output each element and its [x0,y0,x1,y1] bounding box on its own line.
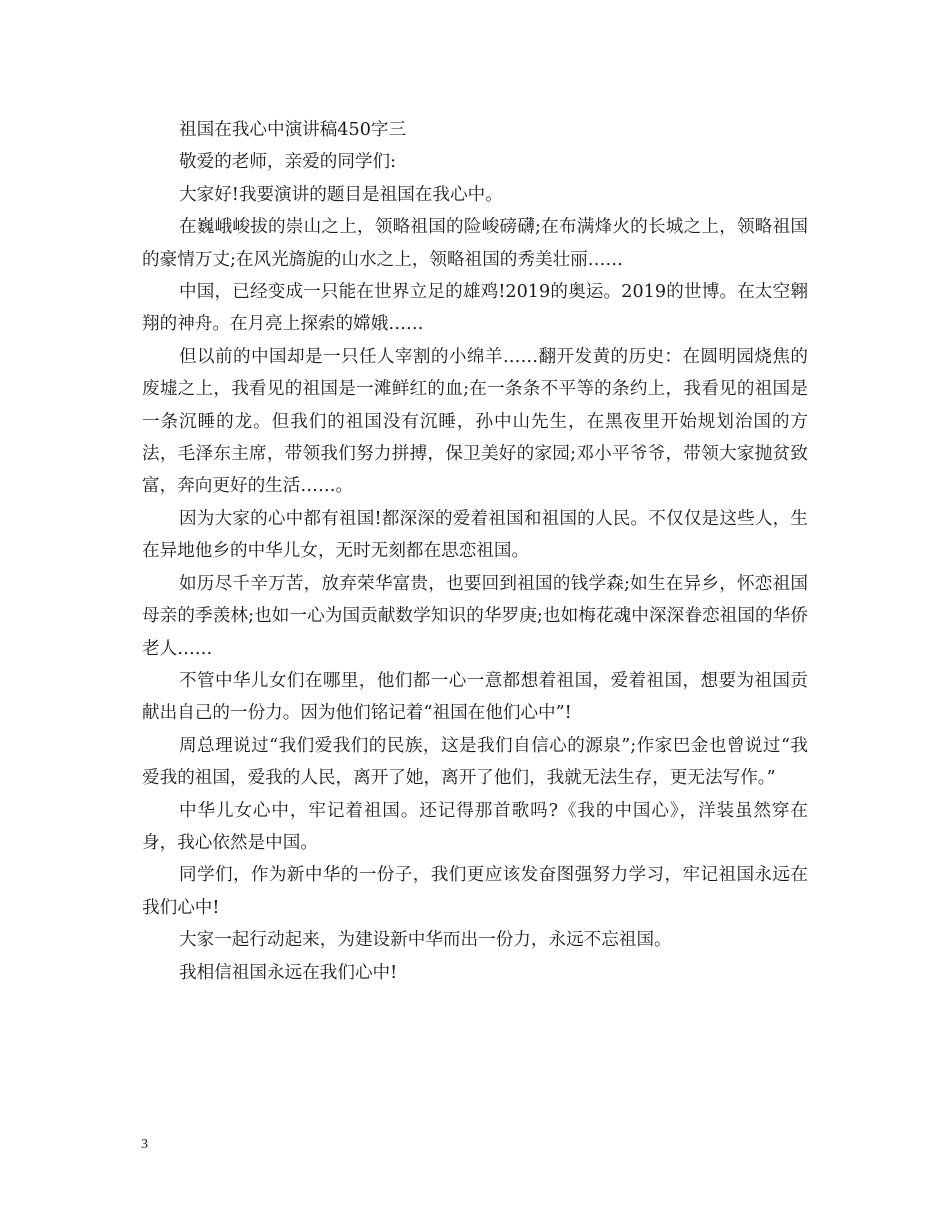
body-paragraph: 不管中华儿女们在哪里，他们都一心一意都想着祖国，爱着祖国，想要为祖国贡献出自己的一份力。因为他们铭记着“祖国在他们心中”! [142,670,808,724]
body-paragraph: 如历尽千辛万苦，放弃荣华富贵，也要回到祖国的钱学森;如生在异乡，怀恋祖国母亲的季羡林;也如一心为国贡献数学知识的华罗庚;也如梅花魂中深深眷恋祖国的华侨老人…… [142,573,808,659]
body-paragraph: 大家一起行动起来，为建设新中华而出一份力，永远不忘祖国。 [179,930,672,951]
page-number: 3 [141,1137,148,1152]
body-paragraph: 中华儿女心中，牢记着祖国。还记得那首歌吗?《我的中国心》，洋装虽然穿在身，我心依然是中国。 [142,800,808,853]
speech-title: 祖国在我心中演讲稿450字三 [179,120,407,140]
body-paragraph: 在巍峨峻拔的崇山之上，领略祖国的险峻磅礴;在布满烽火的长城之上，领略祖国的豪情万丈;在风光旖旎的山水之上，领略祖国的秀美壮丽…… [142,217,808,270]
body-paragraph: 但以前的中国却是一只任人宰割的小绵羊……翻开发黄的历史：在圆明园烧焦的废墟之上，我看见的祖国是一滩鲜红的血;在一条条不平等的条约上，我看见的祖国是一条沉睡的龙。但我们的祖国没有沉睡，孙中山先生，在黑夜里开始规划治国的方法，毛泽东主席，带领我们努力拼搏，保卫美好的家园;邓小平爷爷，带领大家抛贫致富，奔向更好的生活……。 [142,346,808,497]
closing-paragraph: 我相信祖国永远在我们心中! [179,962,398,983]
greeting-paragraph: 大家好!我要演讲的题目是祖国在我心中。 [179,184,503,205]
body-paragraph: 中国，已经变成一只能在世界立足的雄鸡!2019的奥运。2019的世博。在太空翱翔的神舟。在月亮上探索的嫦娥…… [142,282,808,335]
salutation: 敬爱的老师，亲爱的同学们: [179,152,397,173]
body-paragraph: 周总理说过“我们爱我们的民族，这是我们自信心的源泉”;作家巴金也曾说过“我爱我的祖国，爱我的人民，离开了她，离开了他们，我就无法生存，更无法写作。” [142,735,808,789]
speech-body [142,114,808,989]
body-paragraph: 同学们，作为新中华的一份子，我们更应该发奋图强努力学习，牢记祖国永远在我们心中! [142,865,808,918]
body-paragraph: 因为大家的心中都有祖国!都深深的爱着祖国和祖国的人民。不仅仅是这些人，生在异地他乡的中华儿女，无时无刻都在思恋祖国。 [142,508,808,562]
